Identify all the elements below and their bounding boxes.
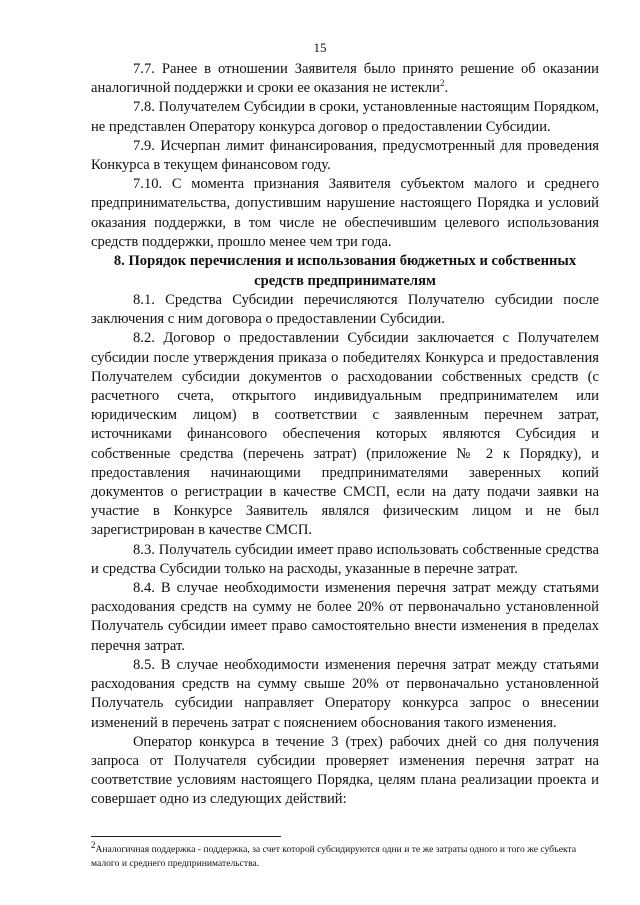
page-number: 15 xyxy=(313,40,327,55)
paragraph-7-10: 7.10. С момента признания Заявителя субъектом малого и среднего предпринимательства, допустившим нарушение настоящего Порядка и условий оказания поддержки, в том числе не обеспечившим целевого использования средств поддержки, прошло менее чем три года. xyxy=(91,176,599,250)
paragraph-8-2: 8.2. Договор о предоставлении Субсидии заключается с Получателем субсидии после утверждения приказа о победителях Конкурса и предоставления Получателем субсидии документов о расходовании собственных средств (с расчетного счета, открытого индивидуальным предпринимателем или юридическим лицом) в соответствии с заявленным перечнем затрат, источниками финансового обеспечения которых являются Субсидия и собственные средства (перечень затрат) (приложение № 2 к Порядку), и предоставления начинающими предпринимателями заверенных копий документов о регистрации в качестве СМСП, если на дату подачи заявки на участие в Конкурсе Заявитель являлся физическим лицом и не был зарегистрирован в качестве СМСП. xyxy=(91,330,599,539)
paragraph-7-7-end: . xyxy=(444,80,449,97)
footnote-divider xyxy=(91,836,281,837)
paragraph-8-5: 8.5. В случае необходимости изменения перечня затрат между статьями расходования средств на сумму свыше 20% от первоначально установленной Получатель субсидии направляет Оператору конкурса запрос о внесении изменений в перечень затрат с пояснением обоснования такого изменения. xyxy=(91,656,599,731)
section-heading xyxy=(91,252,599,291)
footnote-text: Аналогичная поддержка - поддержка, за счет которой субсидируются одни и те же затраты одного и того же субъекта малого и среднего предпринимательства. xyxy=(91,844,577,869)
paragraph-7-7 xyxy=(91,60,599,98)
footnote-reference: 2 xyxy=(439,78,445,89)
section-heading-line-1: 8. Порядок перечисления и использования бюджетных и собственных xyxy=(113,253,577,270)
paragraph-8-1: 8.1. Средства Субсидии перечисляются Получателю субсидии после заключения с ним договора о предоставлении Субсидии. xyxy=(91,292,599,328)
document-body xyxy=(91,60,599,810)
paragraph-8-4: 8.4. В случае необходимости изменения перечня затрат между статьями расходования средств на сумму не более 20% от первоначально установленной Получатель субсидии имеет право самостоятельно внести изменения в пределах перечня затрат. xyxy=(91,580,599,654)
footnote xyxy=(91,839,601,871)
paragraph-7-9: 7.9. Исчерпан лимит финансирования, предусмотренный для проведения Конкурса в текущем финансовом году. xyxy=(91,137,599,174)
paragraph-operator: Оператор конкурса в течение 3 (трех) рабочих дней со дня получения запроса от Получателя субсидии проверяет изменения перечня затрат на соответствие условиям настоящего Порядка, целям плана реализации проекта и совершает одно из следующих действий: xyxy=(91,733,599,808)
section-heading-line-2: средств предпринимателям xyxy=(254,272,436,289)
paragraph-7-8: 7.8. Получателем Субсидии в сроки, установленные настоящим Порядком, не представлен Оператору конкурса договор о предоставлении Субсидии. xyxy=(91,99,599,135)
paragraph-8-3: 8.3. Получатель субсидии имеет право использовать собственные средства и средства Субсидии только на расходы, указанные в перечне затрат. xyxy=(91,541,599,577)
footnote-marker: 2 xyxy=(91,839,96,850)
paragraph-7-7-text: 7.7. Ранее в отношении Заявителя было принято решение об оказании аналогичной поддержки и сроки ее оказания не истекли xyxy=(91,61,599,97)
